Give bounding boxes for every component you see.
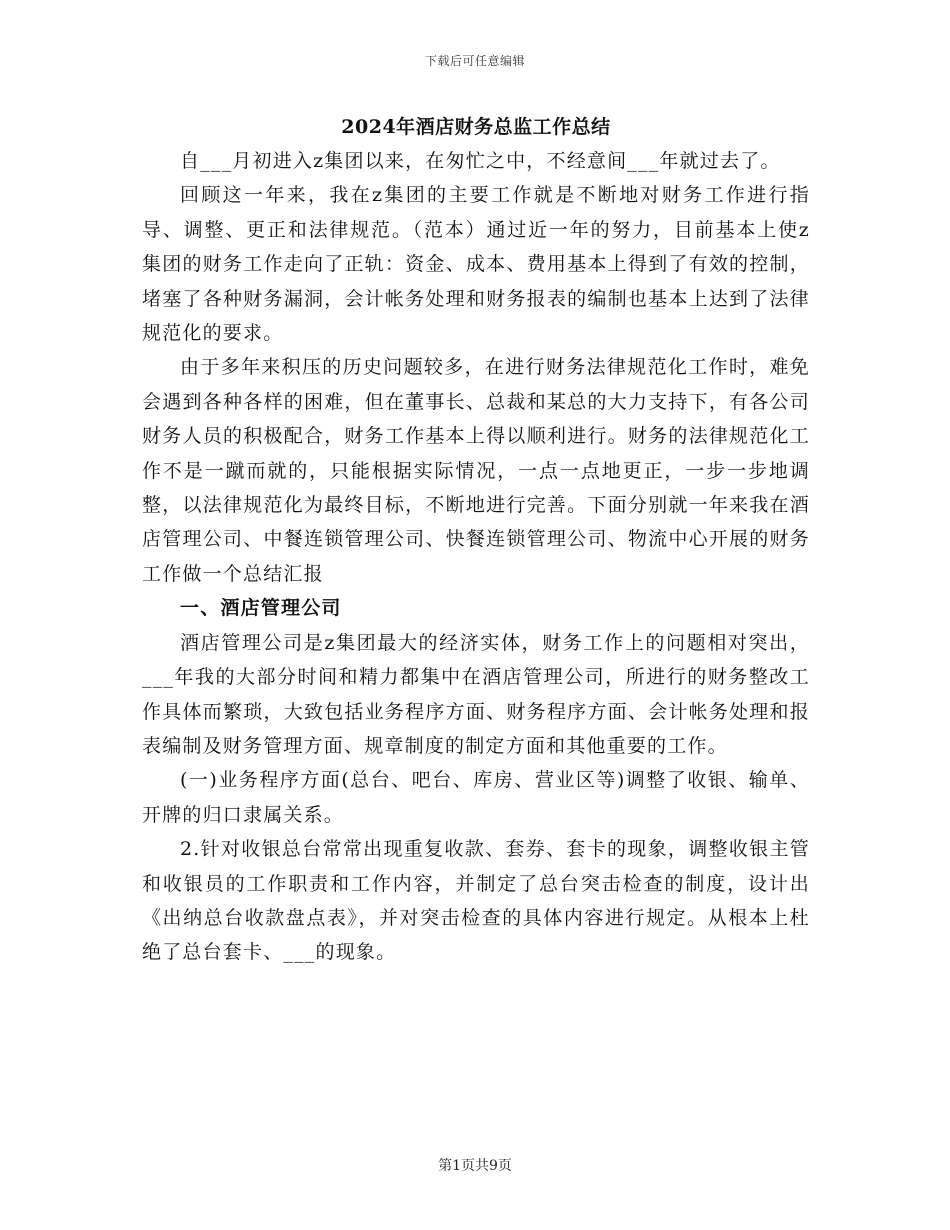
paragraph-intro: 自___月初进入z集团以来，在匆忙之中，不经意间___年就过去了。 bbox=[180, 150, 781, 172]
header-note: 下载后可任意编辑 bbox=[424, 54, 525, 68]
paragraph-cashier-check: 2.针对收银总台常常出现重复收款、套券、套卡的现象，调整收银主管和收银员的工作职责和工作内容，并制定了总台突击检查的制度，设计出《出纳总台收款盘点表》，并对突击检查的具体内容进行规定。从根本上杜绝了总台套卡、___的现象。 bbox=[142, 838, 810, 964]
document-title: 2024年酒店财务总监工作总结 bbox=[341, 116, 611, 138]
document-body bbox=[142, 112, 810, 970]
page-number: 第1页共9页 bbox=[438, 1158, 512, 1174]
paragraph-challenges: 由于多年来积压的历史问题较多，在进行财务法律规范化工作时，难免会遇到各种各样的困难，但在董事长、总裁和某总的大力支持下，有各公司财务人员的积极配合，财务工作基本上得以顺利进行。财务的法律规范化工作不是一蹴而就的，只能根据实际情况，一点一点地更正，一步一步地调整，以法律规范化为最终目标，不断地进行完善。下面分别就一年来我在酒店管理公司、中餐连锁管理公司、快餐连锁管理公司、物流中心开展的财务工作做一个总结汇报 bbox=[142, 356, 810, 585]
paragraph-business-process: (一)业务程序方面(总台、吧台、库房、营业区等)调整了收银、输单、开牌的归口隶属关系。 bbox=[142, 769, 810, 826]
paragraph-review: 回顾这一年来，我在z集团的主要工作就是不断地对财务工作进行指导、调整、更正和法律规范。（范本）通过近一年的努力，目前基本上使z集团的财务工作走向了正轨：资金、成本、费用基本上得到了有效的控制，堵塞了各种财务漏洞，会计帐务处理和财务报表的编制也基本上达到了法律规范化的要求。 bbox=[142, 184, 810, 345]
paragraph-hotel-overview: 酒店管理公司是z集团最大的经济实体，财务工作上的问题相对突出，___年我的大部分时间和精力都集中在酒店管理公司，所进行的财务整改工作具体而繁琐，大致包括业务程序方面、财务程序方面、会计帐务处理和报表编制及财务管理方面、规章制度的制定方面和其他重要的工作。 bbox=[142, 631, 810, 757]
section-heading-hotel: 一、酒店管理公司 bbox=[180, 597, 342, 620]
